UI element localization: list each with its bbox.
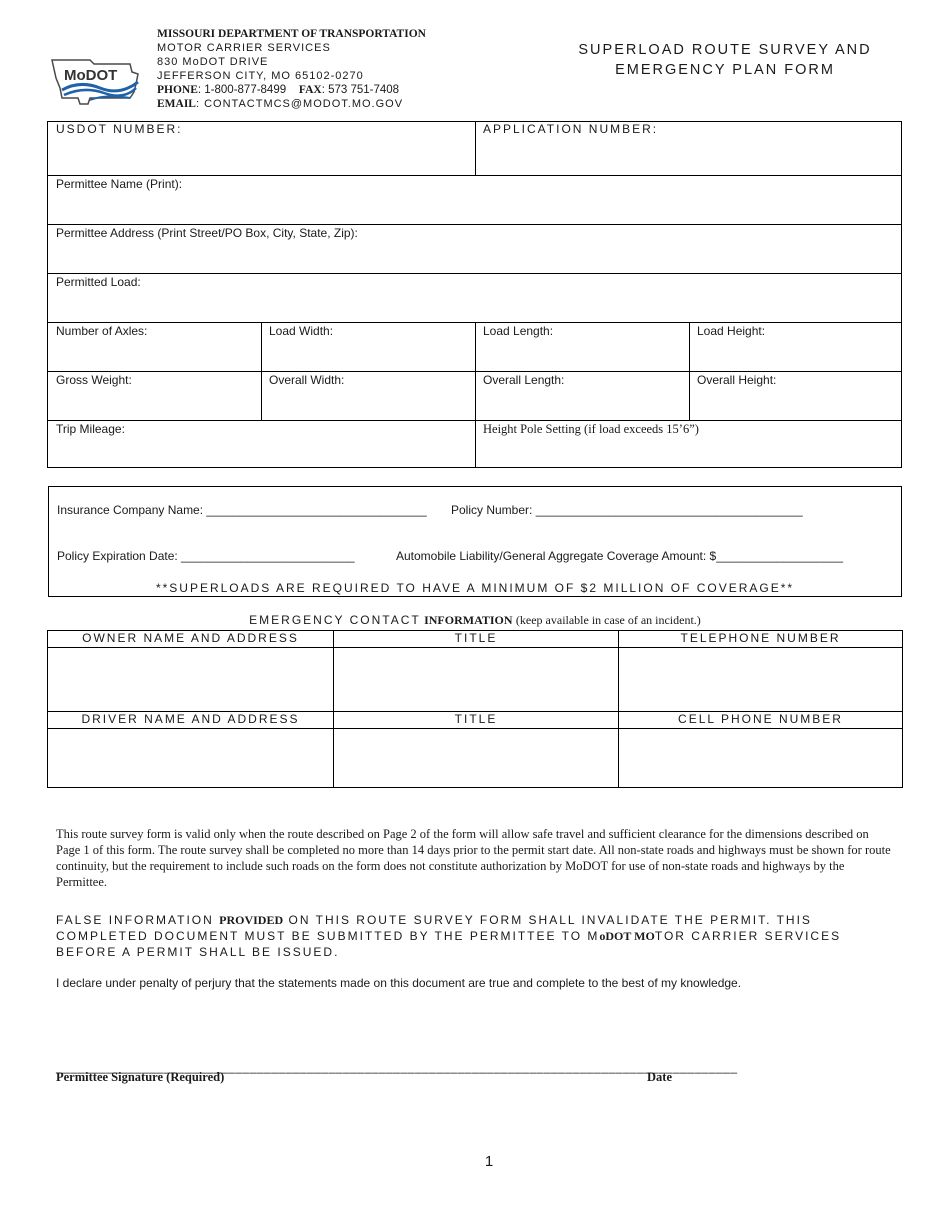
- permitted-load-field[interactable]: Permitted Load:: [56, 275, 141, 289]
- agency-phone-fax: [157, 83, 426, 97]
- page-number: 1: [484, 1153, 494, 1170]
- false-info-c: ON THIS ROUTE SURVEY FORM SHALL INVALIDATE THE PERMIT. THIS COMPLETED DOCUMENT MUST BE SUBMITTED BY THE PERMITTEE TO M: [56, 913, 812, 943]
- driver-title-header: TITLE: [454, 712, 498, 726]
- insurance-box: [48, 486, 902, 597]
- false-info-b: PROVIDED: [219, 913, 284, 927]
- gross-weight-field[interactable]: Gross Weight:: [56, 373, 132, 387]
- agency-city: JEFFERSON CITY, MO 65102-0270: [157, 70, 364, 82]
- false-information-notice: [56, 912, 896, 960]
- coverage-amount-field[interactable]: Automobile Liability/General Aggregate Coverage Amount: $___________________: [396, 549, 843, 563]
- logo-wordmark: MoDOT: [64, 67, 118, 84]
- email-label: EMAIL: [157, 98, 196, 110]
- permit-info-grid: [47, 121, 902, 468]
- insurance-company-field[interactable]: Insurance Company Name: _________________________________: [57, 503, 427, 517]
- overall-height-field[interactable]: Overall Height:: [697, 373, 777, 387]
- height-pole-setting-field[interactable]: Height Pole Setting (if load exceeds 15’6”): [483, 422, 699, 436]
- owner-name-cell[interactable]: [48, 648, 333, 711]
- cell-phone-header: CELL PHONE NUMBER: [678, 712, 843, 726]
- driver-name-header: DRIVER NAME AND ADDRESS: [81, 712, 300, 726]
- emergency-contact-title: [0, 613, 950, 628]
- emergency-contact-table: [47, 630, 903, 788]
- telephone-cell[interactable]: [619, 648, 902, 711]
- agency-street: 830 MoDOT DRIVE: [157, 56, 269, 68]
- ec-title-bold: INFORMATION: [424, 613, 513, 627]
- owner-title-header: TITLE: [454, 631, 498, 645]
- signature-line[interactable]: _______________________________________________________________________________________________: [56, 1060, 738, 1074]
- agency-email: [157, 97, 426, 111]
- overall-width-field[interactable]: Overall Width:: [269, 373, 345, 387]
- overall-length-field[interactable]: Overall Length:: [483, 373, 565, 387]
- load-height-field[interactable]: Load Height:: [697, 324, 766, 338]
- false-info-d: oDOT MO: [599, 929, 655, 943]
- permittee-name-field[interactable]: Permittee Name (Print):: [56, 177, 183, 191]
- owner-title-cell[interactable]: [334, 648, 618, 711]
- modot-logo: [50, 58, 140, 108]
- number-of-axles-field[interactable]: Number of Axles:: [56, 324, 148, 338]
- form-title-line2: EMERGENCY PLAN FORM: [615, 62, 835, 78]
- load-width-field[interactable]: Load Width:: [269, 324, 334, 338]
- telephone-header: TELEPHONE NUMBER: [680, 631, 841, 645]
- signature-label: Permittee Signature (Required): [56, 1070, 225, 1084]
- load-length-field[interactable]: Load Length:: [483, 324, 554, 338]
- false-info-e: TOR CARRIER SERVICES BEFORE A PERMIT SHALL BE ISSUED.: [56, 929, 842, 959]
- policy-number-field[interactable]: Policy Number: ________________________________________: [451, 503, 803, 517]
- agency-name: MISSOURI DEPARTMENT OF TRANSPORTATION: [157, 28, 426, 40]
- agency-division: MOTOR CARRIER SERVICES: [157, 42, 331, 54]
- policy-expiration-field[interactable]: Policy Expiration Date: __________________________: [57, 549, 355, 563]
- false-info-a: FALSE INFORMATION: [56, 913, 214, 927]
- ec-title-suffix: (keep available in case of an incident.): [515, 613, 701, 627]
- ec-title-prefix: EMERGENCY CONTACT: [249, 613, 421, 627]
- perjury-declaration: I declare under penalty of perjury that the statements made on this document are true and complete to the best of my knowledge.: [56, 976, 742, 990]
- coverage-notice: **SUPERLOADS ARE REQUIRED TO HAVE A MINIMUM OF $2 MILLION OF COVERAGE**: [155, 581, 795, 595]
- agency-block: [157, 27, 426, 111]
- driver-title-cell[interactable]: [334, 729, 618, 787]
- cell-phone-cell[interactable]: [619, 729, 902, 787]
- form-title-line1: SUPERLOAD ROUTE SURVEY AND: [578, 42, 872, 58]
- trip-mileage-field[interactable]: Trip Mileage:: [56, 422, 125, 436]
- validity-paragraph: This route survey form is valid only when the route described on Page 2 of the form will allow safe travel and sufficient clearance for the dimensions described on Page 1 of this form. The route survey shall be completed no more than 14 days prior to the permit start date. All non-state roads and highways must be shown for route continuity, but the requirement to include such roads on the form does not constitute authorization by MoDOT for use of non-state roads and highways by the Permittee.: [56, 827, 891, 889]
- driver-name-cell[interactable]: [48, 729, 333, 787]
- phone-value: : 1-800-877-8499: [197, 84, 287, 96]
- email-value: : CONTACTMCS@MODOT.MO.GOV: [195, 98, 404, 110]
- date-label: Date: [647, 1070, 672, 1084]
- owner-name-header: OWNER NAME AND ADDRESS: [82, 631, 299, 645]
- fax-value: : 573 751-7408: [321, 84, 400, 96]
- permittee-address-field[interactable]: Permittee Address (Print Street/PO Box, City, State, Zip):: [56, 226, 358, 240]
- form-title: [555, 40, 895, 80]
- fax-label: FAX: [298, 84, 322, 96]
- application-number-field[interactable]: APPLICATION NUMBER:: [483, 122, 659, 136]
- phone-label: PHONE: [157, 84, 198, 96]
- usdot-number-field[interactable]: USDOT NUMBER:: [56, 122, 183, 136]
